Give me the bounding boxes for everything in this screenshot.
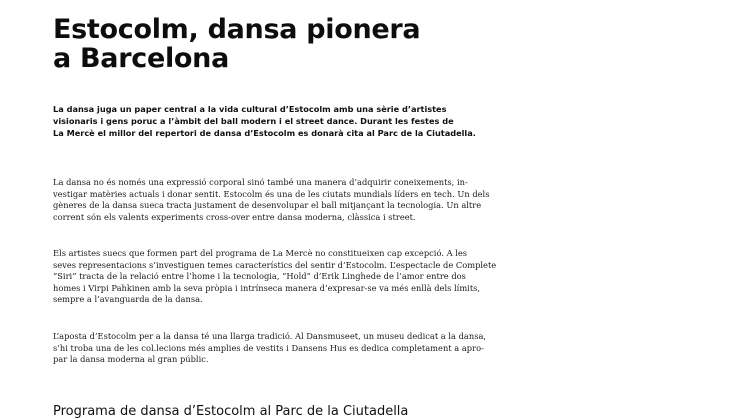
- title-line: Estocolm, dansa pionera: [53, 14, 421, 45]
- lead-line: La dansa juga un paper central a la vida cultural d’Estocolm amb una sèrie d’artistes: [53, 104, 447, 114]
- body-line: L’aposta d’Estocolm per a la dansa té una llarga tradició. Al Dansmuseet, un museu dedicat a la dansa,: [53, 331, 487, 341]
- body-line: gèneres de la dansa sueca tracta justament de desenvolupar el ball mitjançant la tecnologia. Un altre: [53, 200, 482, 211]
- lead-line: La Mercè el millor del repertori de dansa d’Estocolm es donarà cita al Parc de la Ciutadella.: [53, 128, 476, 138]
- title-line: a Barcelona: [53, 43, 229, 74]
- section-heading: Programa de dansa d’Estocolm al Parc de la Ciutadella: [53, 404, 409, 419]
- body-line: par la dansa moderna al gran públic.: [53, 354, 209, 365]
- body-line: s’hi troba una de les col.lecions més amplies de vestits i Dansens Hus es dedica completament a apro-: [53, 342, 484, 353]
- body-line: seves representacions s’investiguen temes característics del sentir d’Estocolm. L’espectacle de Complete: [53, 259, 497, 270]
- body-line: vestigar matèries actuals i donar sentit. Estocolm és una de les ciutats mundials líders en tech. Un dels: [53, 188, 490, 199]
- body-line: homes i Virpi Pahkinen amb la seva pròpia i intrínseca manera d’expresar-se va més enllà dels límits,: [53, 282, 481, 293]
- body-paragraph: [53, 177, 573, 223]
- lead-line: visionaris i gens poruc a l’àmbit del ball modern i el street dance. Durant les festes de: [53, 116, 454, 126]
- body-line: corrent són els valents experiments cross-over entre dansa moderna, clàssica i street.: [53, 211, 416, 222]
- body-line: Els artistes suecs que formen part del programa de La Mercè no constitueixen cap excepció. A les: [53, 248, 468, 258]
- body-paragraph: [53, 331, 573, 366]
- lead-paragraph: [53, 103, 573, 139]
- body-line: “Siri” tracta de la relació entre l’home i la tecnologia, “Hold” d’Erik Linghede de l’amor entre dos: [53, 271, 466, 282]
- body-line: sempre a l’avanguarda de la dansa.: [53, 294, 203, 305]
- article-title: [53, 15, 420, 73]
- body-line: La dansa no és només una expressió corporal sinó també una manera d’adquirir coneixements, in-: [53, 177, 468, 187]
- body-paragraph: [53, 248, 573, 306]
